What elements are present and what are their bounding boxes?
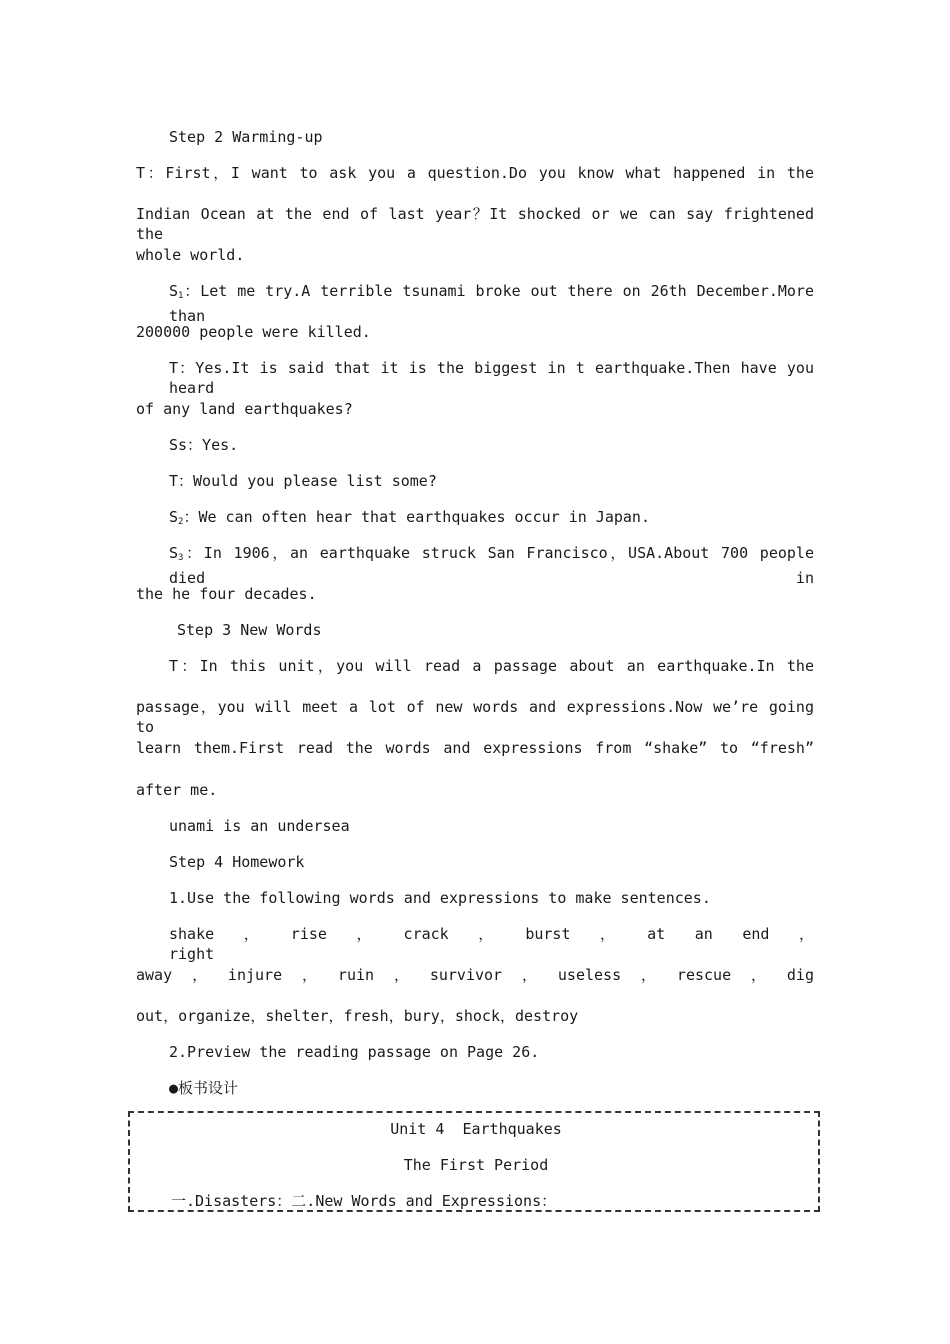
s3-line-a: $S_3$：In 1906，an earthquake struck San Francisco，USA.About 700 people died in	[169, 544, 814, 587]
board-design-box	[128, 1111, 820, 1212]
step3-t-line-c: learn them.First read the words and expressions from “shake” to “fresh”	[136, 739, 814, 757]
board-content: 一.Disasters：二.New Words and Expressions：	[171, 1192, 557, 1210]
s1-line-b: 200000 people were killed.	[136, 323, 371, 341]
step4-heading: Step 4 Homework	[169, 853, 305, 871]
ss-line: Ss：Yes.	[169, 436, 239, 454]
step3-fragment: unami is an undersea	[169, 817, 350, 835]
s3-line-b: the he four decades.	[136, 585, 317, 603]
homework-item-1: 1.Use the following words and expressions to make sentences.	[169, 889, 711, 907]
homework-item-2: 2.Preview the reading passage on Page 26.	[169, 1043, 540, 1061]
t-line-1b: Indian Ocean at the end of last year？It shocked or we can say frightened the	[136, 205, 814, 243]
step3-t-line-b: passage，you will meet a lot of new words and expressions.Now we’re going to	[136, 698, 814, 736]
word-list-b: away ， injure ， ruin ， survivor ， useless ， rescue ， dig	[136, 966, 814, 984]
t-line-2b: of any land earthquakes?	[136, 400, 353, 418]
step2-heading: Step 2 Warming-up	[169, 128, 323, 146]
board-title: Unit 4 Earthquakes	[390, 1120, 562, 1138]
t-line-3: T：Would you please list some?	[169, 472, 437, 490]
s2-line: $S_2$：We can often hear that earthquakes occur in Japan.	[169, 508, 650, 527]
t-line-1c: whole world.	[136, 246, 245, 264]
step3-heading: Step 3 New Words	[177, 621, 322, 639]
step3-t-line-a: T：In this unit，you will read a passage about an earthquake.In the	[169, 657, 814, 675]
step3-t-line-d: after me.	[136, 781, 218, 799]
t-line-1a: T：First，I want to ask you a question.Do you know what happened in the	[136, 164, 814, 182]
word-list-a: shake ， rise ， crack ， burst ， at an end ， right	[169, 925, 814, 963]
word-list-c: out，organize，shelter，fresh，bury，shock，destroy	[136, 1007, 579, 1025]
board-design-heading: ●板书设计	[169, 1079, 239, 1097]
t-line-2a: T：Yes.It is said that it is the biggest in t earthquake.Then have you heard	[169, 359, 814, 397]
board-period: The First Period	[403, 1156, 549, 1174]
s1-line-a: $S_1$：Let me try.A terrible tsunami broke out there on 26th December.More than	[169, 282, 814, 325]
